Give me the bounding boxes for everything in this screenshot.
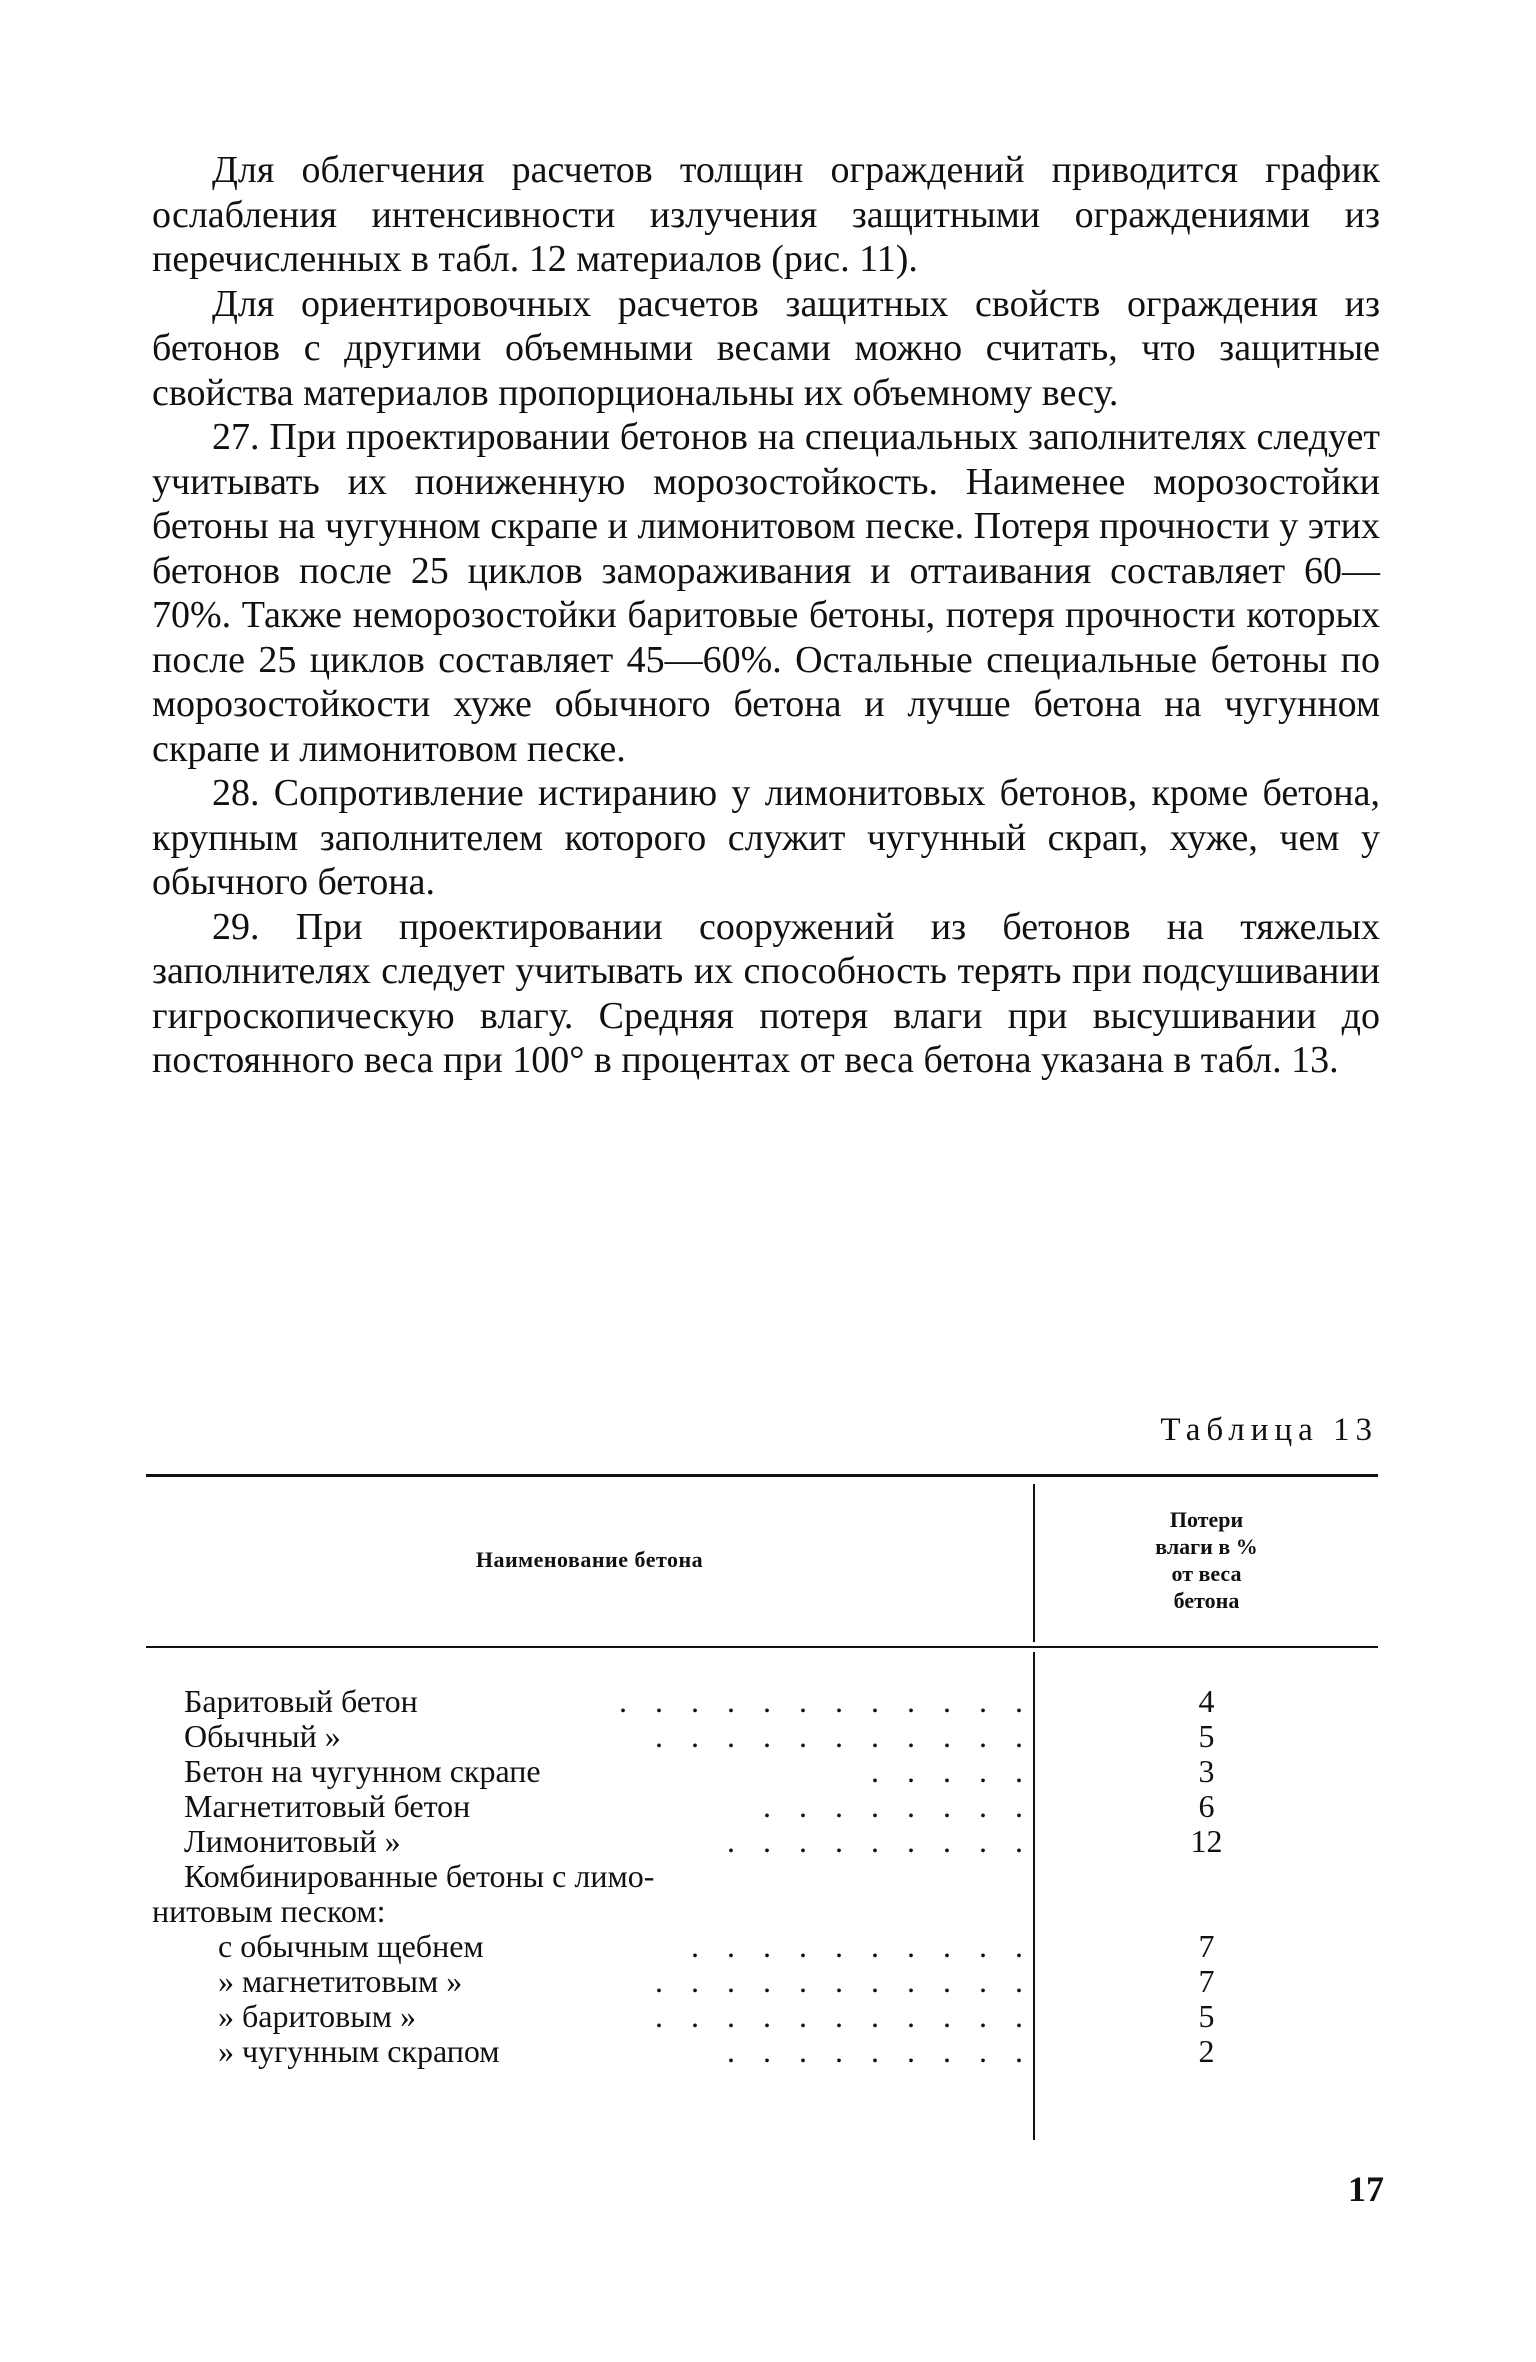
row-value: 12 (1190, 1823, 1223, 1859)
row-leader-dots: . . . . . . . . . (727, 1823, 1033, 1859)
header-loss-line: от веса (1171, 1561, 1242, 1586)
row-name: Обычный » (184, 1718, 341, 1754)
row-leader-dots: . . . . . . . . . . . . (619, 1683, 1033, 1719)
row-name: » чугунным скрапом (218, 2033, 500, 2069)
row-leader-dots: . . . . . . . . . . . (655, 1998, 1033, 2034)
table-body (146, 1684, 1378, 2069)
paragraph-29: 29. При проектировании сооружений из бетонов на тяжелых заполнителях следует учитывать их способность терять при подсушивании гигроскопическую влагу. Средняя потеря влаги при высушивании до постоянного веса при 100° в процентах от веса бетона указана в табл. 13. (152, 905, 1380, 1081)
row-leader-dots: . . . . . . . . . (727, 2033, 1033, 2069)
paragraph-28: 28. Сопротивление истиранию у лимонитовых бетонов, кроме бетона, крупным заполнителем которого служит чугунный скрап, хуже, чем у обычного бетона. (152, 772, 1380, 903)
table-row (146, 1929, 1378, 1964)
table-caption: Таблица 13 (1160, 1412, 1378, 1448)
table-row (146, 2034, 1378, 2069)
row-name: с обычным щебнем (218, 1928, 484, 1964)
table-row (146, 1719, 1378, 1754)
header-loss-line: влаги в % (1155, 1534, 1258, 1559)
row-value: 7 (1198, 1928, 1215, 1964)
row-value: 5 (1198, 1718, 1215, 1754)
row-name: Баритовый бетон (184, 1683, 418, 1719)
row-name: Лимонитовый » (184, 1823, 401, 1859)
header-loss-line: бетона (1173, 1588, 1240, 1613)
row-leader-dots: . . . . . (871, 1753, 1033, 1789)
row-name: Комбинированные бетоны с лимо- (184, 1858, 655, 1894)
paragraph-1: Для облегчения расчетов толщин ограждений приводится график ослабления интенсивности излучения защитными ограждениями из перечисленных в табл. 12 материалов (рис. 11). (152, 149, 1380, 280)
row-name: » баритовым » (218, 1998, 417, 2034)
table-13 (146, 1474, 1378, 2154)
row-name: » магнетитовым » (218, 1963, 463, 1999)
paragraph-2: Для ориентировочных расчетов защитных свойств ограждения из бетонов с другими объемными весами можно считать, что защитные свойства материалов пропорциональны их объемному весу. (152, 282, 1380, 414)
table-row (146, 1964, 1378, 1999)
row-value: 3 (1198, 1753, 1215, 1789)
row-leader-dots: . . . . . . . . (763, 1788, 1033, 1824)
row-value: 4 (1198, 1683, 1215, 1719)
row-name: нитовым песком: (152, 1893, 386, 1929)
row-name: Бетон на чугунном скрапе (184, 1753, 541, 1789)
table-row (146, 1859, 1378, 1894)
row-leader-dots: . . . . . . . . . . (691, 1928, 1033, 1964)
table-row (146, 1824, 1378, 1859)
paragraph-27: 27. При проектировании бетонов на специальных заполнителях следует учитывать их пониженную морозостойкость. Наименее морозостойки бетоны на чугунном скрапе и лимонитовом песке. Потеря прочности у этих бетонов после 25 циклов замораживания и оттаивания составляет 60—70%. Также неморозостойки баритовые бетоны, потеря прочности которых после 25 циклов составляет 45—60%. Остальные специальные бетоны по морозостойкости хуже обычного бетона и лучше бетона на чугунном скрапе и лимонитовом песке. (152, 416, 1380, 770)
row-leader-dots: . . . . . . . . . . . (655, 1718, 1033, 1754)
table-row (146, 1684, 1378, 1719)
row-value: 2 (1198, 2033, 1215, 2069)
row-name: Магнетитовый бетон (184, 1788, 471, 1824)
row-leader-dots: . . . . . . . . . . . (655, 1963, 1033, 1999)
table-row (146, 1789, 1378, 1824)
header-moisture-loss (1035, 1474, 1378, 1646)
table-row (146, 1894, 1378, 1929)
header-loss-line: Потери (1169, 1507, 1244, 1532)
table-header-rule (146, 1646, 1378, 1648)
header-concrete-name: Наименование бетона (475, 1547, 704, 1572)
body-text (152, 148, 1380, 1083)
row-value: 6 (1198, 1788, 1215, 1824)
row-value: 7 (1198, 1963, 1215, 1999)
row-value: 5 (1198, 1998, 1215, 2034)
page-number: 17 (1348, 2169, 1384, 2209)
table-row (146, 1754, 1378, 1789)
table-row (146, 1999, 1378, 2034)
